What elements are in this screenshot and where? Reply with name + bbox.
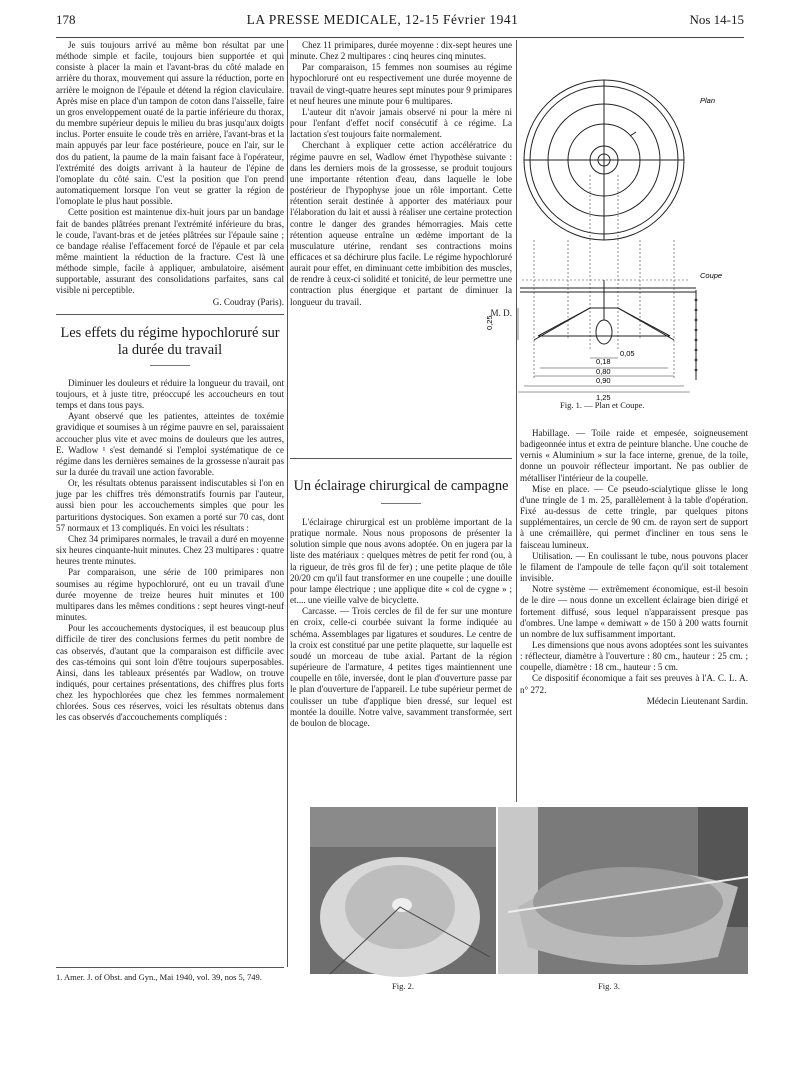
lamp-photo-1 [310, 807, 496, 974]
figure-2-caption: Fig. 2. [392, 981, 414, 991]
dim-label: 0,25 [485, 315, 494, 330]
paragraph: Je suis toujours arrivé au même bon résultat par une méthode simple et facile, toujours bien supportée et qui consiste à placer la main et l'avant-bras du côté malade en arrière du thorax, mouvement qui assure la réduction, porte en arrière le moignon de l'épaule et détend la région claviculaire. Après mise en place d'un tampon de coton dans l'aisselle, faire un gros enveloppement ouaté de la partie inférieure du thorax, du membre supérieur depuis le milieu du bras jusqu'aux doigts inclus. Porter ensuite le coude très en arrière, l'avant-bras et la main appuyés par leur face postérieure, pouce en l'air, sur le dos du patient, la paume de la main faisant face à l'opérateur, l'extrémité des doigts arrivant à la hauteur de l'épine de l'omoplate du côté sain. C'est la position que l'on prend automatiquement lorsque l'on veut se gratter la région de l'omoplate le plus haut possible. [56, 40, 284, 207]
column-1 [56, 40, 284, 724]
dim-label: 1,25 [596, 393, 611, 402]
plan-label: Plan [700, 96, 716, 105]
column-3 [520, 428, 748, 707]
paragraph: Pour les accouchements dystociques, il est beaucoup plus difficile de tirer des conclusions fermes du petit nombre de cas observés, d'autant que la comparaison est difficile avec des cas-témoins qui sont loin d'être toujours superposables. Ainsi, dans les tableaux présentés par Wadlow, on trouve indiqués, pour certaines présentations, des chiffres plus forts chez les hypochlorées que chez les femmes normalement chlorées. Sous ces réserves, voici les résultats obtenus dans les cas observés d'accouchements compliqués : [56, 623, 284, 723]
paragraph: Carcasse. — Trois cercles de fil de fer sur une monture en croix, celle-ci courbée suivant la forme indiquée au schéma. Assemblages par ligatures et soudures. Le centre de la croix est constitué par une petite plaquette, sur laquelle est soudé un morceau de tube axial. Partant de la région supérieure de l'armature, 4 petites tiges maintiennent une coupelle en tôle, inversée, dont le plan d'ouverture passe par le plan d'ouverture de l'appareil. Le tube supérieur permet de coulisser un tube d'applique bien dressé, sur lequel est montée la douille. Notre valve, savamment transformée, sert de boulon de blocage. [290, 606, 512, 728]
paragraph: Les dimensions que nous avons adoptées sont les suivantes : réflecteur, diamètre à l'ouverture : 80 cm., hauteur : 25 cm. ; coupelle, diamètre : 18 cm., hauteur : 5 cm. [520, 639, 748, 673]
dim-label: 0,90 [596, 376, 611, 385]
figure-2-photo [310, 807, 496, 974]
dim-label: 0,18 [596, 357, 611, 366]
paragraph: Ce dispositif économique a fait ses preuves à l'A. C. L. A. n° 272. [520, 673, 748, 695]
paragraph: Diminuer les douleurs et réduire la longueur du travail, ont toujours, et à juste titre, préoccupé les accoucheurs en tout temps et dans tous pays. [56, 377, 284, 411]
paragraph: Habillage. — Toile raide et empesée, soigneusement badigeonnée intus et extra de peinture blanche. Une couche de vernis « Aluminium » sur la face interne, grenue, de la toile, donne un pouvoir réflecteur important. Ne pas oublier de métalliser l'intérieur de la coupelle. [520, 428, 748, 483]
paragraph: Cherchant à expliquer cette action accélératrice du régime pauvre en sel, Wadlow émet l'hypothèse suivante : dans les derniers mois de la grossesse, se produit toujours une importante rétention d'eau, dans laquelle le lobe postérieur de l'hypophyse joue un rôle important. Cette rétention serait destinée à apporter des matériaux pour l'élaboration du lait et aussi à réaliser une certaine protection contre le danger des grandes hémorragies. Mais cette rétention aqueuse entraîne un œdème important de la musculature utérine, rendant ses contractions moins efficaces et sa déchirure plus facile. Le régime hypochloruré aurait pour effet, en diminuant cette imbibition des muscles, de rendre à ceux-ci solidité et tonicité, de leur permettre une contraction plus énergique et partant de diminuer la longueur du travail. [290, 140, 512, 307]
issue-date: 12-15 Février 1941 [405, 12, 519, 27]
dim-label: 0,80 [596, 367, 611, 376]
footnote: 1. Amer. J. of Obst. and Gyn., Mai 1940, vol. 39, nos 5, 749. [56, 967, 284, 983]
paragraph: Ayant observé que les patientes, atteintes de toxémie gravidique et soumises à un régime pauvre en sel, paraissaient accoucher plus vite et avec moins de douleurs que les autres, E. Wadlow ¹ s'est demandé si l'emploi systématique de ce régime dans les dernières semaines de la grossesse n'aurait pas sur la durée du travail une action favorable. [56, 411, 284, 477]
figure-1-caption: Fig. 1. — Plan et Coupe. [560, 400, 645, 410]
figure-3-caption: Fig. 3. [598, 981, 620, 991]
paragraph: Notre système — extrêmement économique, est-il besoin de le dire — nous donne un excellent éclairage bien dirigé et fortement diffusé, sous lequel n'apparaissent presque pas d'ombres. Une lampe « demiwatt » de 150 à 200 watts fournit un nombre de lux suffisamment important. [520, 584, 748, 639]
article-title: Un éclairage chirurgical de campagne [293, 478, 509, 494]
section-rule [290, 458, 512, 459]
lamp-photo-2 [498, 807, 748, 974]
journal-title: LA PRESSE MEDICALE, [246, 12, 402, 27]
paragraph: Or, les résultats obtenus paraissent indiscutables si l'on en juge par les chiffres très démonstratifs fournis par l'auteur, aussi bien pour les accouchements simples que pour les parturitions dystociques. Son examen a porté sur 70 cas, dont 57 normaux et 13 compliqués. En voici les résultats : [56, 478, 284, 533]
author-signature: M. D. [490, 307, 512, 318]
column-2 [290, 40, 512, 319]
paragraph: Mise en place. — Ce pseudo-scialytique glisse le long d'une tringle de 1 m. 25, parallèlement à la table d'opération. Fixé au-dessus de cette tringle, par quelques pitons supplémentaires, un cercle de 90 cm. de rayon sert de support à une crémaillère, qui permet d'incliner en tous sens le faisceau lumineux. [520, 483, 748, 550]
dim-label: 0,05 [620, 349, 635, 358]
page-header [56, 12, 744, 38]
title-ornament [381, 503, 421, 504]
page-number: 178 [56, 12, 76, 27]
coupe-label: Coupe [700, 271, 723, 280]
paragraph: Chez 34 primipares normales, le travail a duré en moyenne six heures cinquante-huit minutes. Chez 23 multipares : quatre heures trente minutes. [56, 533, 284, 567]
column-rule [516, 40, 517, 802]
paragraph: Chez 11 primipares, durée moyenne : dix-sept heures une minute. Chez 2 multipares : cinq heures cinq minutes. [290, 40, 512, 62]
paragraph: L'éclairage chirurgical est un problème important de la pratique normale. Nous nous proposons de présenter la solution simple que nous avons adoptée. On en jugera par la liste des matériaux : quelques mètres de petit fer rond (ou, à la rigueur, de très gros fil de fer) ; une petite plaque de tôle 20/20 cm qu'il faut transformer en une coupelle ; une douille pour lampe électrique ; une applique dite « col de cygne » ; et.... une vieille valve de bicyclette. [290, 517, 512, 606]
paragraph: Par comparaison, 15 femmes non soumises au régime hypochloruré ont eu respectivement une durée moyenne de travail de vingt-quatre heures sept minutes pour 9 primipares et neuf heures une minute pour 6 multipares. [290, 62, 512, 106]
issue-number: Nos 14-15 [689, 12, 744, 27]
paragraph: Cette position est maintenue dix-huit jours par un bandage fait de bandes plâtrées prenant l'extrémité inférieure du bras, le coude, l'avant-bras et de jetées plâtrées sur l'épaule saine ; ce bandage réalise l'effacement forcé de l'épaule et par cela même maintient la réduction de la fracture. C'est là une méthode simple, facile à appliquer, ambulatoire, aisément supportable, assurant des consolidations parfaites, sans cal visible ni perceptible. [56, 207, 284, 296]
author-signature: Médecin Lieutenant Sardin. [646, 695, 748, 706]
figure-3-photo [498, 807, 748, 974]
title-ornament [150, 365, 190, 366]
paragraph: L'auteur dit n'avoir jamais observé ni pour la mère ni pour l'enfant d'effet nocif consécutif à ce régime. La lactation s'est toujours faite normalement. [290, 106, 512, 140]
article-title: Les effets du régime hypochloruré sur la durée du travail [60, 324, 280, 358]
column-2-lower [290, 517, 512, 729]
section-rule [56, 314, 284, 315]
paragraph: Utilisation. — En coulissant le tube, nous pouvons placer le filament de l'ampoule de telle façon qu'il soit totalement invisible. [520, 550, 748, 584]
author-signature: G. Coudray (Paris). [212, 296, 284, 307]
column-rule [287, 40, 288, 967]
paragraph: Par comparaison, une série de 100 primipares non soumises au régime hypochloruré, ont eu un travail d'une durée moyenne de treize heures huit minutes et 100 multipares dans les mêmes conditions : sept heures vingt-neuf minutes. [56, 567, 284, 623]
